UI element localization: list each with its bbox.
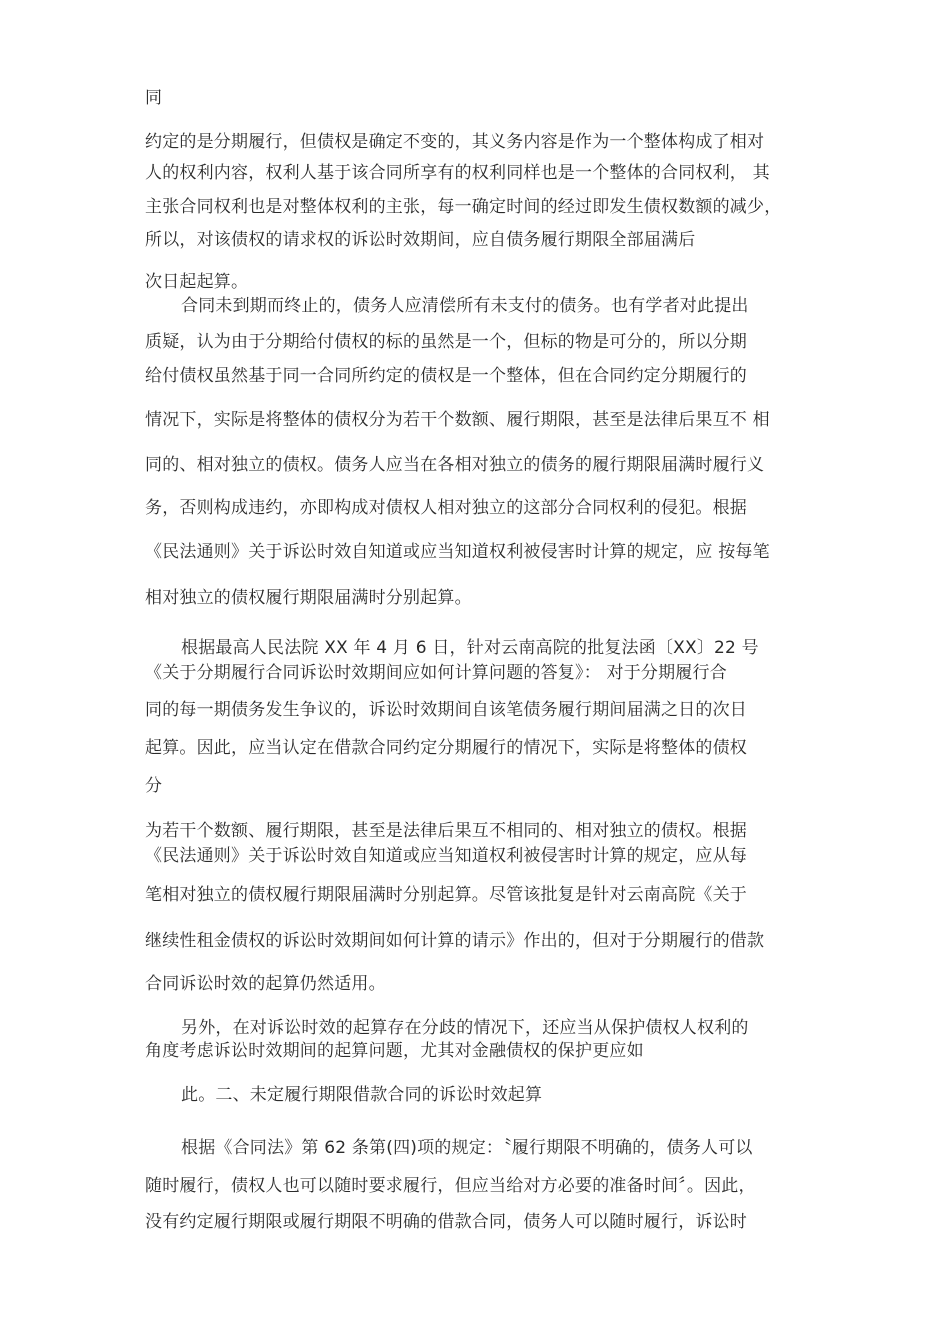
text-line: 同 xyxy=(145,88,163,108)
text-line: 《民法通则》关于诉讼时效自知道或应当知道权利被侵害时计算的规定，应 按每笔 xyxy=(145,542,770,562)
text-line: 没有约定履行期限或履行期限不明确的借款合同，债务人可以随时履行，诉讼时 xyxy=(145,1212,747,1232)
text-line: 质疑，认为由于分期给付债权的标的虽然是一个，但标的物是可分的，所以分期 xyxy=(145,332,747,352)
text-line: 主张合同权利也是对整体权利的主张，每一确定时间的经过即发生债权数额的减少， xyxy=(145,197,782,217)
text-line: 《民法通则》关于诉讼时效自知道或应当知道权利被侵害时计算的规定，应从每 xyxy=(145,846,747,866)
text-line: 继续性租金债权的诉讼时效期间如何计算的请示》作出的，但对于分期履行的借款 xyxy=(145,931,765,951)
text-line: 务，否则构成违约，亦即构成对债权人相对独立的这部分合同权利的侵犯。根据 xyxy=(145,498,747,518)
text-line: 角度考虑诉讼时效期间的起算问题，尤其对金融债权的保护更应如 xyxy=(145,1041,644,1061)
text-line: 合同诉讼时效的起算仍然适用。 xyxy=(145,974,386,994)
text-line: 情况下，实际是将整体的债权分为若干个数额、履行期限，甚至是法律后果互不 相 xyxy=(145,410,770,430)
text-line: 随时履行，债权人也可以随时要求履行，但应当给对方必要的准备时间〞。因此， xyxy=(145,1176,756,1196)
text-line: 约定的是分期履行，但债权是确定不变的，其义务内容是作为一个整体构成了相对 xyxy=(145,132,765,152)
text-line: 根据《合同法》第 62 条第(四)项的规定：〝履行期限不明确的，债务人可以 xyxy=(181,1138,753,1158)
text-line: 给付债权虽然基于同一合同所约定的债权是一个整体，但在合同约定分期履行的 xyxy=(145,366,747,386)
text-line: 根据最高人民法院 XX 年 4 月 6 日，针对云南高院的批复法函〔XX〕22 号 xyxy=(181,638,759,658)
text-line: 同的、相对独立的债权。债务人应当在各相对独立的债务的履行期限届满时履行义 xyxy=(145,455,765,475)
text-line: 为若干个数额、履行期限，甚至是法律后果互不相同的、相对独立的债权。根据 xyxy=(145,821,747,841)
text-line: 次日起起算。 xyxy=(145,272,249,292)
text-line: 相对独立的债权履行期限届满时分别起算。 xyxy=(145,588,472,608)
text-line: 人的权利内容，权利人基于该合同所享有的权利同样也是一个整体的合同权利， 其 xyxy=(145,163,770,183)
text-line: 另外，在对诉讼时效的起算存在分歧的情况下，还应当从保护债权人权利的 xyxy=(181,1018,749,1038)
text-line: 合同未到期而终止的，债务人应清偿所有未支付的债务。也有学者对此提出 xyxy=(181,296,749,316)
text-line: 所以，对该债权的请求权的诉讼时效期间，应自债务履行期限全部届满后 xyxy=(145,230,696,250)
text-line: 《关于分期履行合同诉讼时效期间应如何计算问题的答复》： 对于分期履行合 xyxy=(145,663,727,683)
text-line: 起算。因此，应当认定在借款合同约定分期履行的情况下，实际是将整体的债权 xyxy=(145,738,747,758)
text-line: 笔相对独立的债权履行期限届满时分别起算。尽管该批复是针对云南高院《关于 xyxy=(145,885,747,905)
text-line: 此。二、未定履行期限借款合同的诉讼时效起算 xyxy=(181,1085,543,1105)
text-line: 同的每一期债务发生争议的，诉讼时效期间自该笔债务履行期间届满之日的次日 xyxy=(145,700,747,720)
text-line: 分 xyxy=(145,776,163,796)
